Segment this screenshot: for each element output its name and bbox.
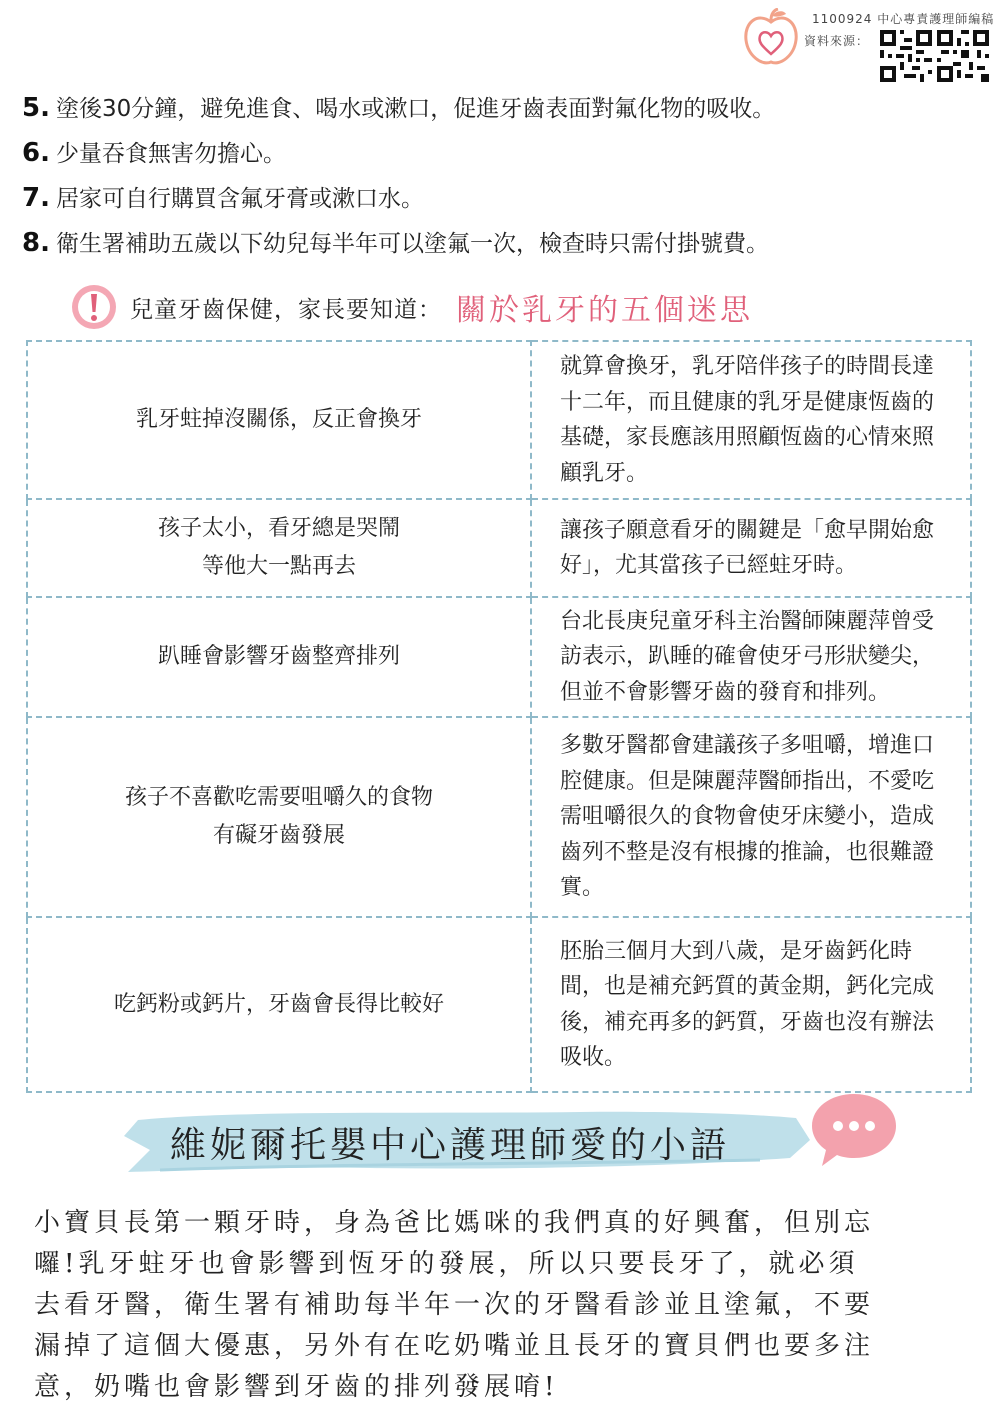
source-label: 資料來源： bbox=[804, 34, 870, 48]
fact-cell bbox=[531, 341, 971, 499]
closing-line: 漏掉了這個大優惠，另外有在吃奶嘴並且長牙的寶貝們也要多注 bbox=[34, 1331, 875, 1361]
fact-cell bbox=[531, 917, 971, 1092]
note-number: 8. bbox=[22, 228, 50, 258]
myth-cell bbox=[27, 499, 531, 597]
fact-line: 間，也是補充鈣質的黃金期，鈣化完成 bbox=[560, 974, 935, 999]
myth-text: 孩子太小，看牙總是哭鬧 bbox=[157, 516, 400, 541]
apple-heart-logo-icon bbox=[740, 8, 802, 70]
section-highlight-title: 關於乳牙的五個迷思 bbox=[456, 293, 753, 328]
fact-line: 吸收。 bbox=[560, 1045, 627, 1070]
fact-line: 好」，尤其當孩子已經蛀牙時。 bbox=[560, 553, 858, 578]
note-number: 5. bbox=[22, 93, 50, 123]
note-text: 居家可自行購買含氟牙膏或漱口水。 bbox=[56, 186, 424, 212]
fact-line: 多數牙醫都會建議孩子多咀嚼，增進口 bbox=[560, 733, 935, 759]
section-prefix: 兒童牙齒保健，家長要知道： bbox=[130, 296, 442, 323]
myth-text: 等他大一點再去 bbox=[201, 554, 356, 579]
closing-message bbox=[34, 1203, 969, 1408]
fact-cell bbox=[531, 499, 971, 597]
closing-line: 去看牙醫，衛生署有補助每半年一次的牙醫看診並且塗氟，不要 bbox=[34, 1290, 875, 1320]
fact-line: 讓孩子願意看牙的關鍵是「愈早開始愈 bbox=[560, 517, 935, 543]
myth-text: 趴睡會影響牙齒整齊排列 bbox=[157, 644, 400, 669]
fact-cell bbox=[531, 717, 971, 917]
myth-cell bbox=[27, 717, 531, 917]
table-row bbox=[27, 341, 971, 499]
section-heading bbox=[70, 282, 753, 332]
fact-line: 胚胎三個月大到八歲，是牙齒鈣化時 bbox=[560, 938, 913, 964]
table-row bbox=[27, 717, 971, 917]
closing-line: 小寶貝長第一顆牙時，身為爸比媽咪的我們真的好興奮，但別忘 bbox=[34, 1208, 875, 1238]
qr-code-icon[interactable] bbox=[937, 30, 989, 82]
nurse-message-banner bbox=[120, 1100, 820, 1184]
note-item bbox=[22, 180, 982, 225]
qr-code-icon[interactable] bbox=[880, 30, 932, 82]
fact-line: 齒列不整是沒有根據的推論，也很難證 bbox=[560, 839, 935, 865]
fact-line: 腔健康。但是陳麗萍醫師指出，不愛吃 bbox=[560, 768, 935, 794]
fact-line: 實。 bbox=[560, 875, 605, 901]
numbered-notes bbox=[22, 90, 982, 270]
note-text: 少量吞食無害勿擔心。 bbox=[56, 141, 286, 167]
fact-line: 後，補充再多的鈣質，牙齒也沒有辦法 bbox=[560, 1009, 935, 1035]
note-item bbox=[22, 225, 982, 270]
exclamation-alert-icon bbox=[70, 283, 118, 331]
fact-line: 但並不會影響牙齒的發育和排列。 bbox=[560, 679, 891, 705]
myth-text: 孩子不喜歡吃需要咀嚼久的食物 bbox=[124, 785, 433, 810]
myths-table bbox=[26, 340, 972, 1093]
note-number: 7. bbox=[22, 183, 50, 213]
closing-line: 囉!乳牙蛀牙也會影響到恆牙的發展，所以只要長牙了，就必須 bbox=[34, 1249, 859, 1279]
myth-text: 有礙牙齒發展 bbox=[212, 823, 345, 848]
note-number: 6. bbox=[22, 138, 50, 168]
banner-title: 維妮爾托嬰中心護理師愛的小語 bbox=[169, 1124, 730, 1166]
fact-line: 訪表示，趴睡的確會使牙弓形狀變尖， bbox=[560, 644, 935, 670]
fact-cell bbox=[531, 597, 971, 717]
note-item bbox=[22, 90, 982, 135]
myth-text: 吃鈣粉或鈣片，牙齒會長得比較好 bbox=[113, 991, 444, 1017]
fact-line: 台北長庚兒童牙科主治醫師陳麗萍曾受 bbox=[560, 608, 935, 634]
myth-cell bbox=[27, 917, 531, 1092]
fact-line: 需咀嚼很久的食物會使牙床變小，造成 bbox=[560, 804, 935, 830]
table-row bbox=[27, 917, 971, 1092]
note-item bbox=[22, 135, 982, 180]
fact-line: 十二年，而且健康的乳牙是健康恆齒的 bbox=[560, 389, 935, 415]
myth-text: 乳牙蛀掉沒關係，反正會換牙 bbox=[135, 407, 422, 432]
myth-cell bbox=[27, 341, 531, 499]
document-code: 1100924 中心專責護理師編稿 bbox=[812, 12, 995, 26]
myth-cell bbox=[27, 597, 531, 717]
fact-line: 就算會換牙，乳牙陪伴孩子的時間長達 bbox=[560, 354, 935, 379]
table-row bbox=[27, 597, 971, 717]
note-text: 衛生署補助五歲以下幼兒每半年可以塗氟一次，檢查時只需付掛號費。 bbox=[56, 231, 769, 257]
table-row bbox=[27, 499, 971, 597]
note-text: 塗後30分鐘，避免進食、喝水或漱口，促進牙齒表面對氟化物的吸收。 bbox=[56, 96, 776, 122]
speech-bubble-icon bbox=[808, 1088, 900, 1172]
fact-line: 顧乳牙。 bbox=[560, 460, 649, 486]
closing-line: 意，奶嘴也會影響到牙齒的排列發展唷! bbox=[34, 1372, 559, 1402]
fact-line: 基礎，家長應該用照顧恆齒的心情來照 bbox=[560, 425, 935, 450]
